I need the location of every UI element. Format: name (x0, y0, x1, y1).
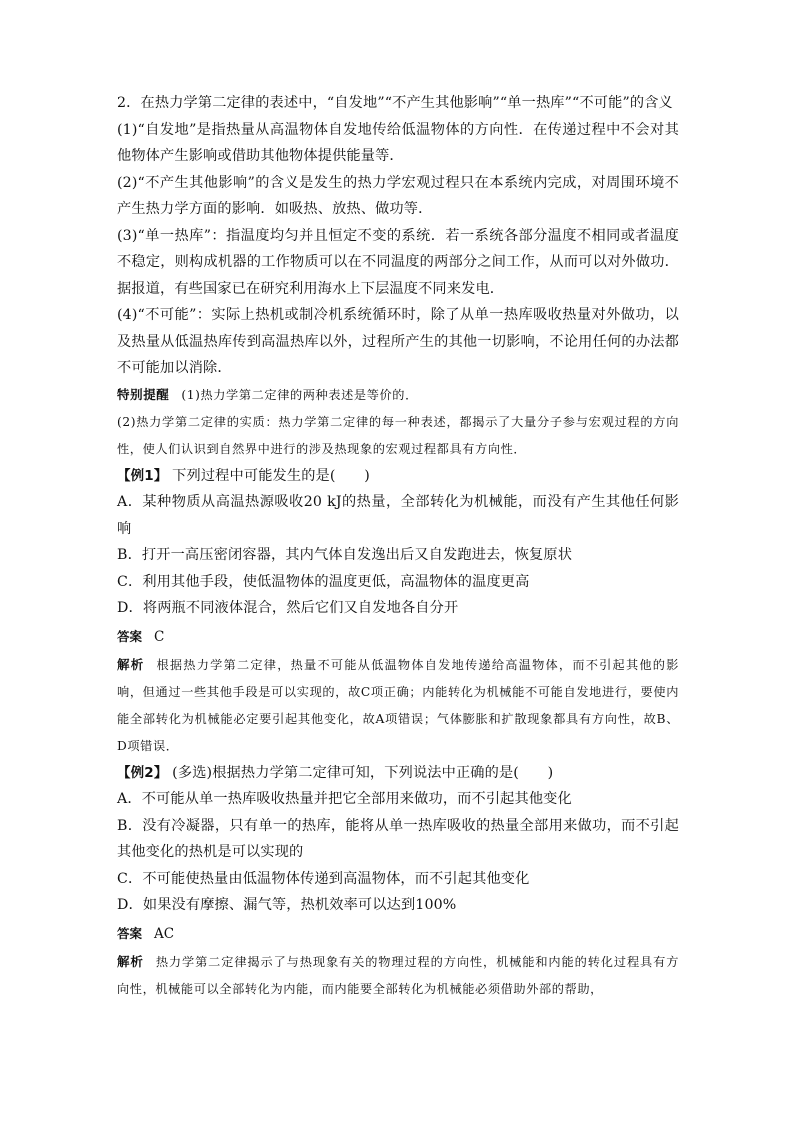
example-2-question: (多选)根据热力学第二定律可知，下列说法中正确的是( ) (172, 764, 554, 781)
example-1-answer (117, 623, 679, 651)
meaning-item-2: (2)“不产生其他影响”的含义是发生的热力学宏观过程只在本系统内完成，对周围环境不产生热力学方面的影响．如吸热、放热、做功等． (117, 174, 679, 217)
example-1-option-a: A．某种物质从高温热源吸收20 kJ的热量，全部转化为机械能，而没有产生其他任何影响 (117, 494, 679, 537)
special-reminder-text-1: (1)热力学第二定律的两种表述是等价的． (181, 387, 418, 402)
document-page (117, 90, 679, 1003)
example-1-option-b: B．打开一高压密闭容器，其内气体自发逸出后又自发跑进去，恢复原状 (117, 547, 573, 563)
example-1-answer-label: 答案 (117, 628, 143, 644)
example-2-tag: 【例2】 (117, 764, 168, 781)
meaning-item-1: (1)“自发地”是指热量从高温物体自发地传给低温物体的方向性．在传递过程中不会对其他物体产生影响或借助其他物体提供能量等． (117, 121, 679, 164)
example-1-question: 下列过程中可能发生的是( ) (172, 467, 370, 484)
example-2-option-b: B．没有冷凝器，只有单一的热库，能将从单一热库吸收的热量全部用来做功，而不引起其他变化的热机是可以实现的 (117, 817, 679, 860)
example-2-answer-value: AC (154, 925, 175, 942)
example-1-option-c: C．利用其他手段，使低温物体的温度更低，高温物体的温度更高 (117, 573, 530, 590)
example-2-answer-label: 答案 (117, 925, 143, 941)
example-1-analysis-label: 解析 (117, 656, 145, 672)
meaning-item-4: (4)“不可能”：实际上热机或制冷机系统循环时，除了从单一热库吸收热量对外做功，以及热量从低温热库传到高温热库以外，过程所产生的其他一切影响，不论用任何的办法都不可能加以消除． (117, 307, 679, 376)
example-2-analysis-text: 热力学第二定律揭示了与热现象有关的物理过程的方向性，机械能和内能的转化过程具有方向性，机械能可以全部转化为内能，而内能要全部转化为机械能必须借助外部的帮助， (117, 954, 680, 996)
example-1-stem (117, 463, 679, 490)
special-reminder-text-2: (2)热力学第二定律的实质：热力学第二定律的每一种表述，都揭示了大量分子参与宏观过程的方向性，使人们认识到自然界中进行的涉及热现象的宏观过程都具有方向性． (117, 414, 679, 456)
special-reminder-line-1 (117, 381, 679, 409)
example-2-analysis-label: 解析 (117, 953, 144, 969)
example-2-option-a: A．不可能从单一热库吸收热量并把它全部用来做功，而不引起其他变化 (117, 791, 572, 807)
example-2-option-d: D．如果没有摩擦、漏气等，热机效率可以达到100% (117, 897, 457, 913)
example-2-answer (117, 920, 679, 948)
example-1-tag: 【例1】 (117, 467, 168, 484)
special-reminder-label: 特别提醒 (117, 386, 170, 402)
example-2-analysis (117, 948, 679, 1003)
example-2-stem (117, 760, 679, 787)
section-2-title: 2．在热力学第二定律的表述中，“自发地”“不产生其他影响”“单一热库”“不可能”的含义 (117, 95, 673, 111)
example-2-option-c: C．不可能使热量由低温物体传递到高温物体，而不引起其他变化 (117, 870, 530, 887)
example-1-option-d: D．将两瓶不同液体混合，然后它们又自发地各自分开 (117, 600, 459, 616)
example-1-analysis (117, 651, 679, 760)
example-1-analysis-text: 根据热力学第二定律，热量不可能从低温物体自发地传递给高温物体，而不引起其他的影响，但通过一些其他手段是可以实现的，故C项正确；内能转化为机械能不可能自发地进行，要使内能全部转化为机械能必定要引起其他变化，故A项错误；气体膨胀和扩散现象都具有方向性，故B、D项错误． (117, 657, 680, 753)
example-1-answer-value: C (154, 628, 165, 645)
meaning-item-3: (3)“单一热库”：指温度均匀并且恒定不变的系统．若一系统各部分温度不相同或者温度不稳定，则构成机器的工作物质可以在不同温度的两部分之间工作，从而可以对外做功．据报道，有些国家已在研究利用海水上下层温度不同来发电． (117, 227, 679, 297)
